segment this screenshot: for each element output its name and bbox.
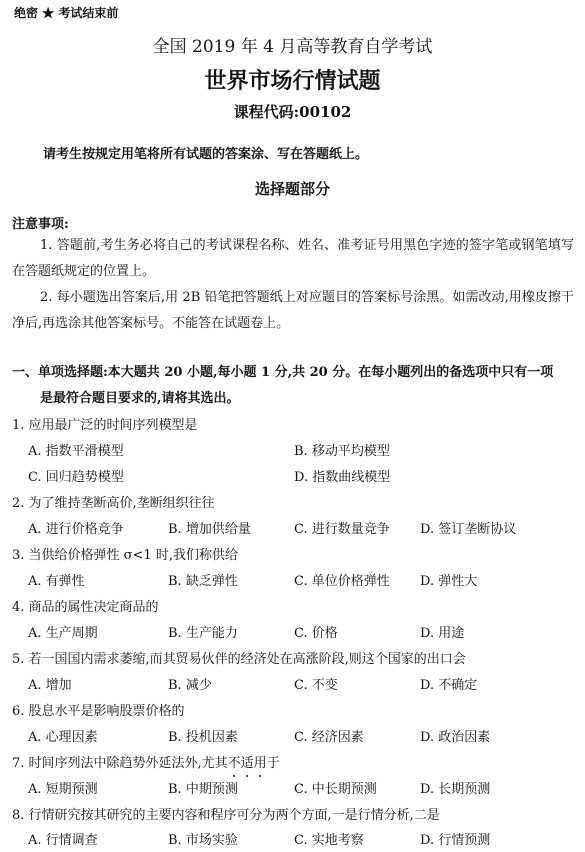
question-stem: 6. 股息水平是影响股票价格的 bbox=[12, 704, 185, 719]
option: C. 中长期预测 bbox=[294, 782, 377, 797]
note-item: 2. 每小题选出答案后,用 2B 铅笔把答题纸上对应题目的答案标号涂黑。如需改动,用橡皮擦干净后,再选涂其他答案标号。不能答在试题卷上。 bbox=[12, 290, 574, 331]
option: A. 有弹性 bbox=[28, 574, 85, 589]
course-code: 课程代码:00102 bbox=[233, 103, 352, 121]
option: A. 增加 bbox=[28, 678, 72, 693]
notes-list bbox=[12, 233, 574, 337]
question-stem: 8. 行情研究按其研究的主要内容和程序可分为两个方面,一是行情分析,二是 bbox=[12, 808, 440, 823]
option: D. 签订垄断协议 bbox=[420, 522, 517, 537]
option: C. 不变 bbox=[294, 678, 338, 693]
option: A. 行情调查 bbox=[28, 833, 98, 848]
option: B. 减少 bbox=[168, 678, 212, 693]
answer-notice: 请考生按规定用笔将所有试题的答案涂、写在答题纸上。 bbox=[43, 147, 369, 162]
part-one-line: 是最符合题目要求的,请将其选出。 bbox=[40, 391, 240, 406]
emphasis-dot bbox=[259, 775, 261, 777]
option: D. 不确定 bbox=[420, 678, 478, 693]
option: B. 生产能力 bbox=[168, 626, 238, 641]
option: C. 经济因素 bbox=[294, 730, 364, 745]
emphasis-dot bbox=[246, 775, 248, 777]
option: D. 指数曲线模型 bbox=[294, 470, 391, 485]
option: A. 指数平滑模型 bbox=[28, 444, 124, 459]
subject-title: 世界市场行情试题 bbox=[204, 68, 381, 94]
option: D. 用途 bbox=[420, 626, 465, 641]
question-stem: 5. 若一国国内需求萎缩,而其贸易伙伴的经济处在高涨阶段,则这个国家的出口会 bbox=[12, 652, 466, 667]
option: B. 移动平均模型 bbox=[294, 444, 390, 459]
option: B. 缺乏弹性 bbox=[168, 574, 238, 589]
option: C. 进行数量竞争 bbox=[294, 522, 390, 537]
question-stem bbox=[12, 752, 280, 771]
option: D. 弹性大 bbox=[420, 574, 478, 589]
option: B. 中期预测 bbox=[168, 782, 238, 797]
exam-title: 全国 2019 年 4 月高等教育自学考试 bbox=[152, 37, 433, 57]
question-stem: 4. 商品的属性决定商品的 bbox=[12, 600, 159, 615]
emphasis-word: 不适用 bbox=[227, 756, 267, 771]
secret-mark: 绝密 ★ 考试结束前 bbox=[14, 6, 119, 20]
option: D. 长期预测 bbox=[420, 782, 491, 797]
question-stem-text: 于 bbox=[266, 756, 280, 771]
emphasis-dot bbox=[233, 775, 235, 777]
emphasis-text bbox=[228, 756, 267, 771]
option: D. 政治因素 bbox=[420, 730, 491, 745]
option: A. 进行价格竞争 bbox=[28, 522, 124, 537]
note-item: 1. 答题前,考生务必将自己的考试课程名称、姓名、准考证号用黑色字迹的签字笔或钢笔填写在答题纸规定的位置上。 bbox=[12, 238, 574, 279]
option: B. 投机因素 bbox=[168, 730, 238, 745]
option: A. 短期预测 bbox=[28, 782, 98, 797]
option: D. 行情预测 bbox=[420, 833, 491, 848]
option: C. 回归趋势模型 bbox=[28, 470, 124, 485]
question-stem-text: 7. 时间序列法中除趋势外延法外,尤其 bbox=[12, 756, 228, 771]
option: B. 市场实验 bbox=[168, 833, 238, 848]
option: B. 增加供给量 bbox=[168, 522, 251, 537]
question-stem: 2. 为了维持垄断高价,垄断组织往往 bbox=[12, 496, 215, 511]
option: C. 实地考察 bbox=[294, 833, 364, 848]
part-one-line: 一、单项选择题:本大题共 20 小题,每小题 1 分,共 20 分。在每小题列出的备选项中只有一项 bbox=[12, 365, 554, 380]
option: C. 价格 bbox=[294, 626, 338, 641]
option: A. 心理因素 bbox=[28, 730, 98, 745]
question-stem: 3. 当供给价格弹性 σ<1 时,我们称供给 bbox=[12, 548, 238, 563]
part-one-heading bbox=[12, 360, 574, 412]
option: C. 单位价格弹性 bbox=[294, 574, 390, 589]
notes-heading: 注意事项: bbox=[12, 217, 69, 232]
option: A. 生产周期 bbox=[28, 626, 98, 641]
section-title: 选择题部分 bbox=[254, 180, 330, 198]
question-stem: 1. 应用最广泛的时间序列模型是 bbox=[12, 418, 198, 433]
